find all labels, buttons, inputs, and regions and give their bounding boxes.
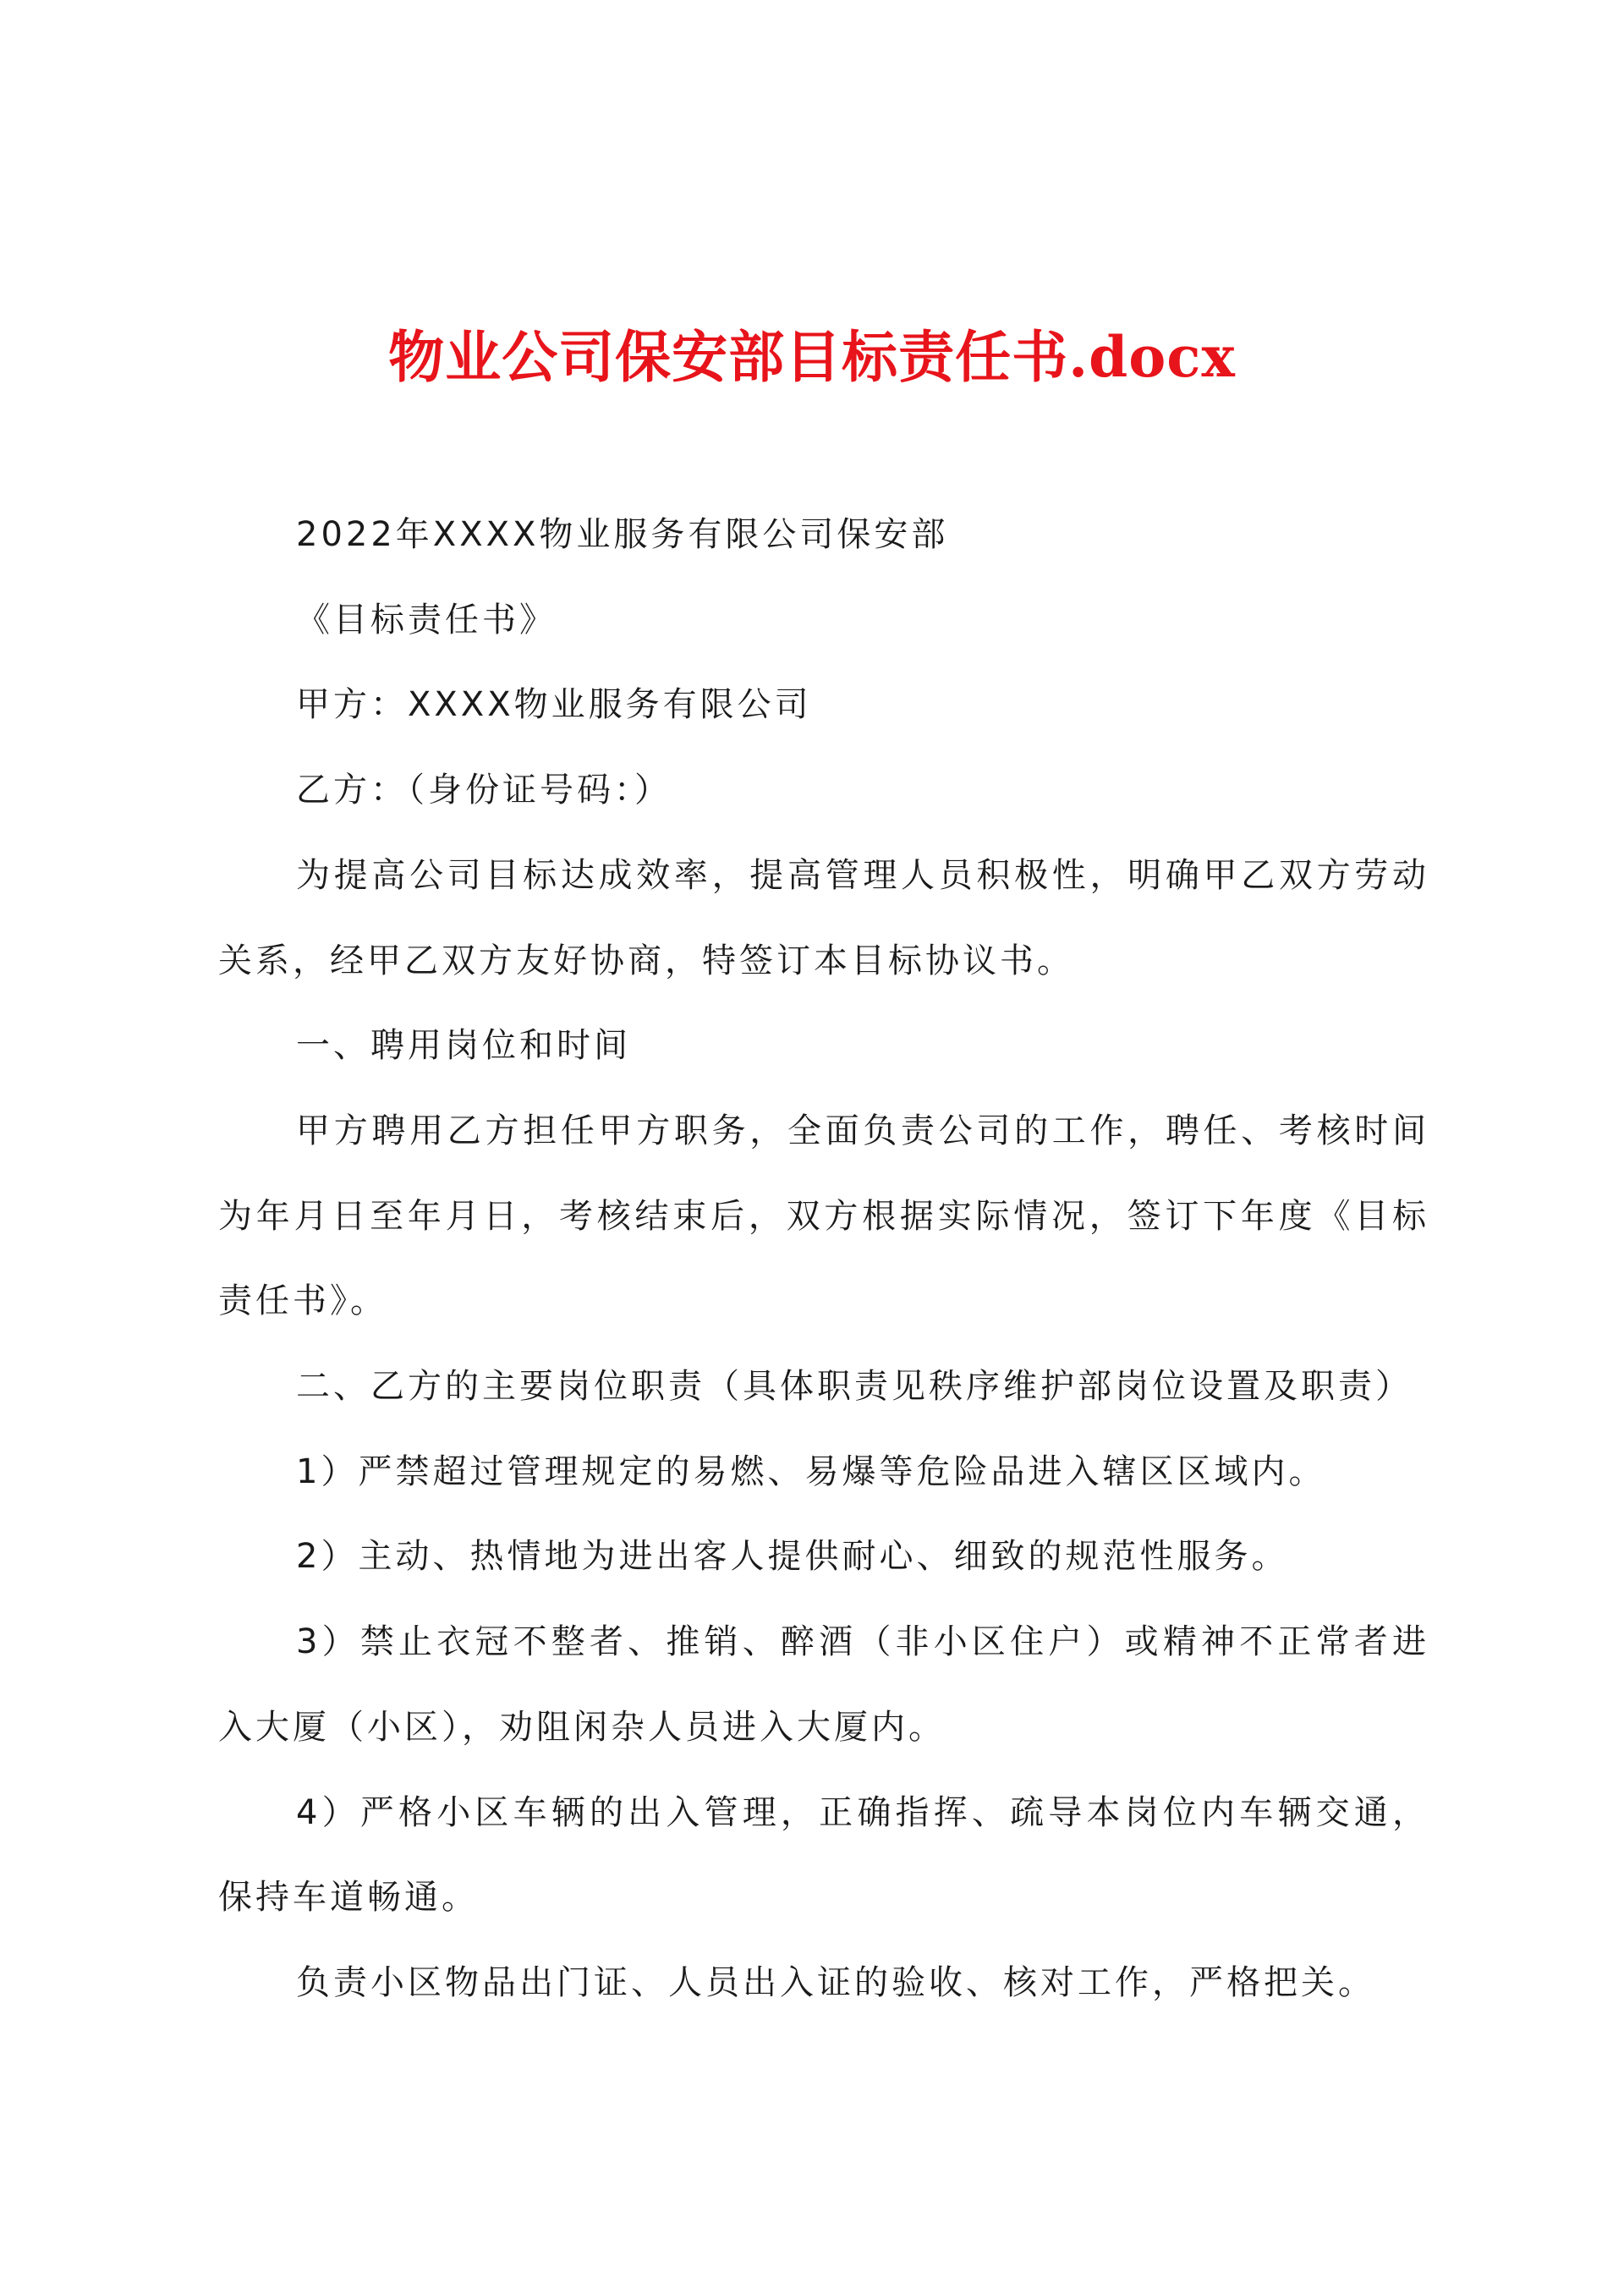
paragraph-heading-company: 2022年XXXX物业服务有限公司保安部 <box>296 515 949 554</box>
paragraph-party-a: 甲方：XXXX物业服务有限公司 <box>296 685 812 725</box>
section-heading-1: 一、聘用岗位和时间 <box>296 1026 631 1066</box>
duty-item-2: 2）主动、热情地为进出客人提供耐心、细致的规范性服务。 <box>296 1537 1289 1577</box>
paragraph-heading-book: 《目标责任书》 <box>296 600 557 639</box>
duty-item-4: 4）严格小区车辆的出入管理，正确指挥、疏导本岗位内车辆交通，保持车道畅通。 <box>218 1792 1429 1918</box>
document-body <box>218 492 1429 2026</box>
section-heading-2: 二、乙方的主要岗位职责（具体职责见秩序维护部岗位设置及职责） <box>296 1367 1413 1407</box>
paragraph-intro: 为提高公司目标达成效率，提高管理人员积极性，明确甲乙双方劳动关系，经甲乙双方友好协商，特签订本目标协议书。 <box>218 855 1429 980</box>
duty-item-1: 1）严禁超过管理规定的易燃、易爆等危险品进入辖区区域内。 <box>296 1452 1326 1491</box>
duty-item-3: 3）禁止衣冠不整者、推销、醉酒（非小区住户）或精神不正常者进入大厦（小区），劝阻闲杂人员进入大厦内。 <box>218 1622 1429 1747</box>
paragraph-employment: 甲方聘用乙方担任甲方职务，全面负责公司的工作，聘任、考核时间为年月日至年月日，考核结束后，双方根据实际情况，签订下年度《目标责任书》。 <box>218 1111 1429 1321</box>
document-title: 物业公司保安部目标责任书.docx <box>388 324 1236 390</box>
duty-item-5: 负责小区物品出门证、人员出入证的验收、核对工作，严格把关。 <box>296 1962 1375 2002</box>
paragraph-party-b: 乙方：（身份证号码：） <box>296 771 672 810</box>
